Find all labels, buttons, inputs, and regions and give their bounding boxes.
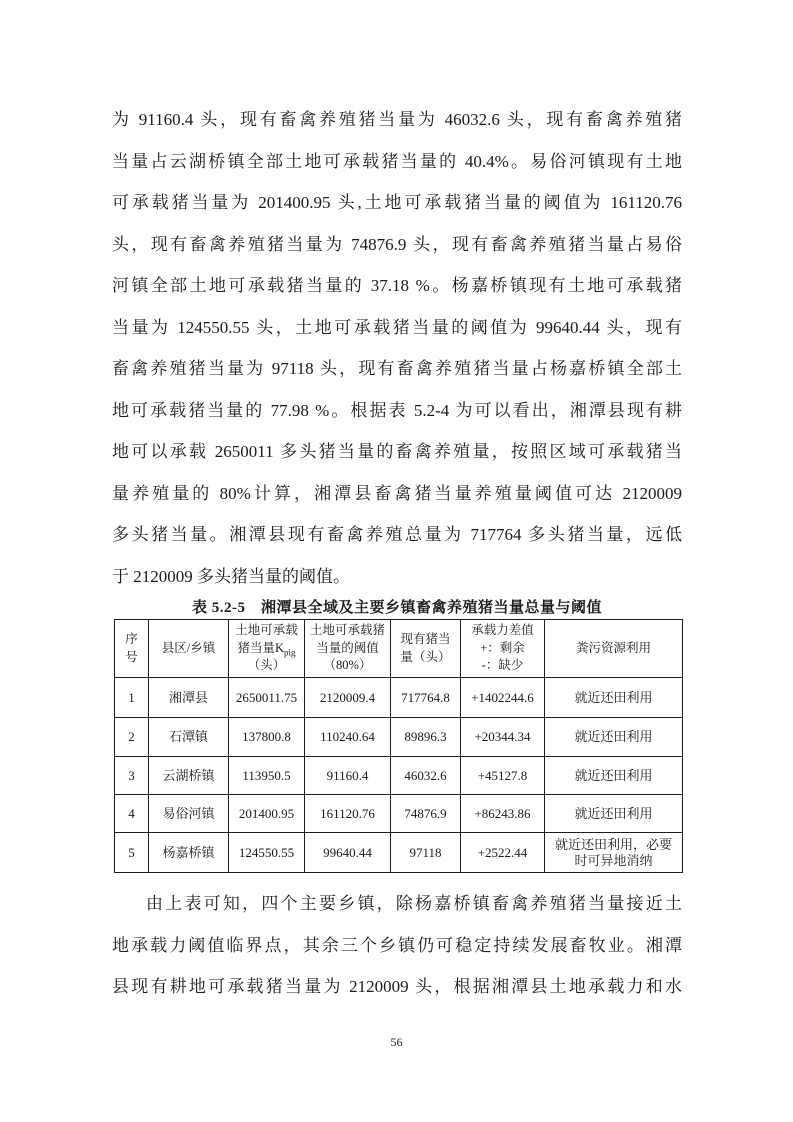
header-capacity-unit: （头） <box>247 658 286 673</box>
cell-difference: +1402244.6 <box>461 678 545 718</box>
paragraph-line: 畜禽养殖猪当量为 97118 头，现有畜禽养殖猪当量占杨嘉桥镇全部土 <box>112 359 682 378</box>
cell-manure-use: 就近还田利用，必要时可异地消纳 <box>545 833 683 873</box>
cell-difference: +86243.86 <box>461 795 545 833</box>
paragraph-line: 于 2120009 多头猪当量的阈值。 <box>112 566 350 586</box>
cell-difference: +2522.44 <box>461 833 545 873</box>
header-capacity-text: 土地可承载猪当量 <box>235 623 298 655</box>
table-row <box>115 678 683 718</box>
cell-difference: +45127.8 <box>461 757 545 795</box>
cell-index: 3 <box>115 757 149 795</box>
capacity-table <box>114 619 682 873</box>
cell-threshold: 2120009.4 <box>305 678 391 718</box>
table-row <box>115 795 683 833</box>
cell-index: 5 <box>115 833 149 873</box>
cell-index: 4 <box>115 795 149 833</box>
cell-manure-use: 就近还田利用 <box>545 678 683 718</box>
cell-region: 石潭镇 <box>149 718 229 757</box>
cell-land-capacity: 2650011.75 <box>229 678 305 718</box>
header-cell-difference <box>461 620 545 678</box>
cell-current: 717764.8 <box>391 678 461 718</box>
table-caption: 表 5.2-5 湘潭县全域及主要乡镇畜禽养殖猪当量总量与阈值 <box>192 600 602 616</box>
cell-region: 易俗河镇 <box>149 795 229 833</box>
paragraph-line: 多头猪当量。湘潭县现有畜禽养殖总量为 717764 多头猪当量，远低 <box>112 525 682 544</box>
header-cell-index: 序号 <box>115 620 149 678</box>
kpig-symbol: $K_{pig}$ <box>274 640 296 658</box>
cell-region: 湘潭县 <box>149 678 229 718</box>
cell-manure-use: 就近还田利用 <box>545 718 683 757</box>
cell-land-capacity: 137800.8 <box>229 718 305 757</box>
cell-current: 46032.6 <box>391 757 461 795</box>
paragraph-line: 当量为 124550.55 头，土地可承载猪当量的阈值为 99640.44 头，现有 <box>112 317 682 337</box>
cell-land-capacity: 113950.5 <box>229 757 305 795</box>
cell-land-capacity: 124550.55 <box>229 833 305 873</box>
paragraph-line: 头，现有畜禽养殖猪当量为 74876.9 头，现有畜禽养殖猪当量占易俗 <box>112 234 682 254</box>
page-number: 56 <box>390 1035 403 1049</box>
header-cell-threshold: 土地可承载猪当量的阈值（80%） <box>305 620 391 678</box>
paragraph-conclusion <box>112 883 682 1008</box>
header-diff-line2: +：剩余 <box>480 640 525 655</box>
cell-land-capacity: 201400.95 <box>229 795 305 833</box>
header-cell-land-capacity <box>229 620 305 678</box>
paragraph-line: 县现有耕地可承载猪当量为 2120009 头，根据湘潭县土地承载力和水 <box>112 977 682 996</box>
cell-region: 杨嘉桥镇 <box>149 833 229 873</box>
cell-threshold: 161120.76 <box>305 795 391 833</box>
cell-region: 云湖桥镇 <box>149 757 229 795</box>
cell-difference: +20344.34 <box>461 718 545 757</box>
cell-current: 97118 <box>391 833 461 873</box>
paragraph-line: 由上表可知，四个主要乡镇，除杨嘉桥镇畜禽养殖猪当量接近土 <box>146 894 682 913</box>
paragraph-line: 地可承载猪当量的 77.98 %。根据表 5.2-4 为可以看出，湘潭县现有耕 <box>112 400 682 420</box>
cell-threshold: 110240.64 <box>305 718 391 757</box>
header-diff-line1: 承载力差值 <box>471 623 534 638</box>
paragraph-line: 地可以承载 2650011 多头猪当量的畜禽养殖量，按照区域可承载猪当 <box>112 442 682 461</box>
table-row <box>115 757 683 795</box>
table-row <box>115 833 683 873</box>
paragraph-line: 当量占云湖桥镇全部土地可承载猪当量的 40.4%。易俗河镇现有土地 <box>112 151 682 171</box>
header-cell-manure-use: 粪污资源利用 <box>545 620 683 678</box>
paragraph-line: 可承载猪当量为 201400.95 头,土地可承载猪当量的阈值为 161120.76 <box>112 193 682 212</box>
header-diff-line3: -：缺少 <box>481 658 524 673</box>
cell-threshold: 91160.4 <box>305 757 391 795</box>
cell-manure-use: 就近还田利用 <box>545 757 683 795</box>
paragraph-line: 量养殖量的 80%计算，湘潭县畜禽猪当量养殖量阈值可达 2120009 <box>112 483 682 503</box>
cell-current: 89896.3 <box>391 718 461 757</box>
cell-current: 74876.9 <box>391 795 461 833</box>
table-header-row <box>115 620 683 678</box>
cell-index: 1 <box>115 678 149 718</box>
paragraph-line: 为 91160.4 头，现有畜禽养殖猪当量为 46032.6 头，现有畜禽养殖猪 <box>112 110 682 129</box>
header-cell-current: 现有猪当量（头） <box>391 620 461 678</box>
table-row <box>115 718 683 757</box>
header-cell-region: 县区/乡镇 <box>149 620 229 678</box>
paragraph-capacity-analysis <box>112 99 682 597</box>
cell-manure-use: 就近还田利用 <box>545 795 683 833</box>
cell-threshold: 99640.44 <box>305 833 391 873</box>
paragraph-line: 地承载力阈值临界点，其余三个乡镇仍可稳定持续发展畜牧业。湘潭 <box>112 935 682 955</box>
cell-index: 2 <box>115 718 149 757</box>
paragraph-line: 河镇全部土地可承载猪当量的 37.18 %。杨嘉桥镇现有土地可承载猪 <box>112 276 682 295</box>
